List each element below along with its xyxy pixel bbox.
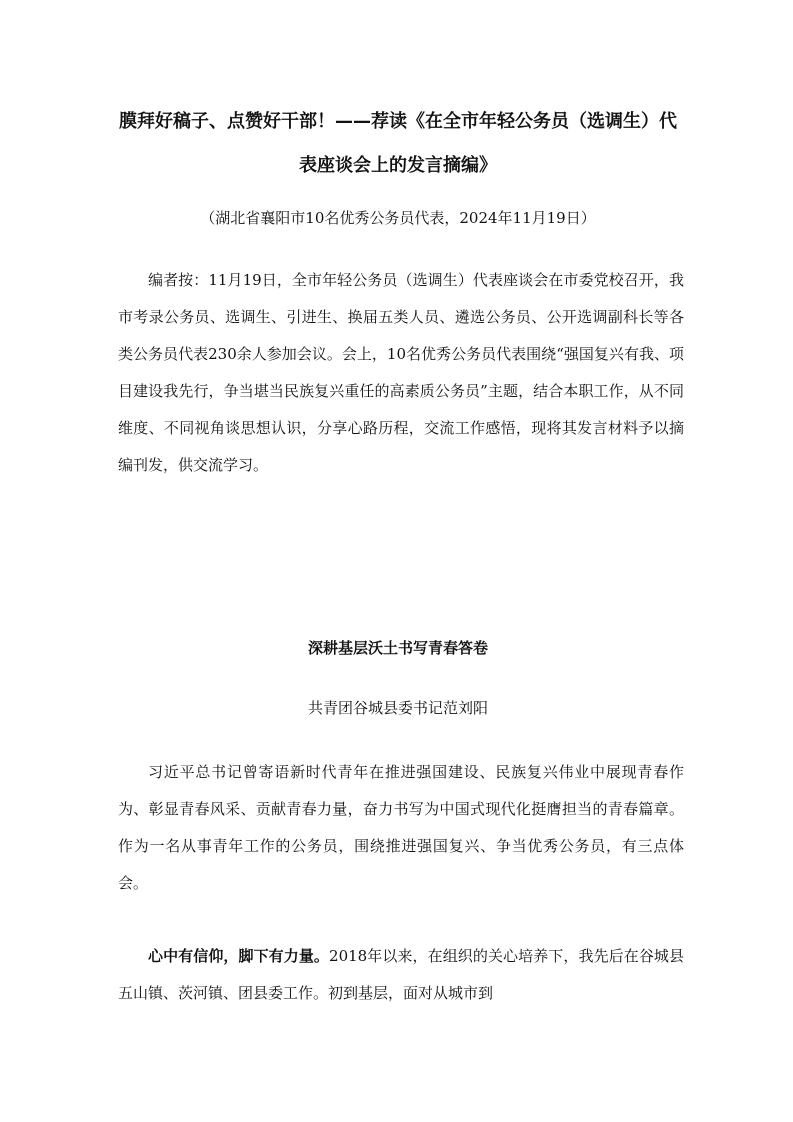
document-title: 膜拜好稿子、点赞好干部！——荐读《在全市年轻公务员（选调生）代表座谈会上的发言摘编》 bbox=[119, 111, 677, 176]
point-one-lead: 心中有信仰，脚下有力量。 bbox=[148, 947, 330, 965]
section-author: 共青团谷城县委书记范刘阳 bbox=[307, 699, 488, 717]
editor-note: 编者按：11月19日，全市年轻公务员（选调生）代表座谈会在市委党校召开，我市考录公务员、选调生、引进生、换届五类人员、遴选公务员、公开选调副科长等各类公务员代表230余人参加会议。会上，10名优秀公务员代表围绕“强国复兴有我、项目建设我先行，争当堪当民族复兴重任的高素质公务员”主题，结合本职工作，从不同维度、不同视角谈思想认识，分享心路历程，交流工作感悟，现将其发言材料予以摘编刊发，供交流学习。 bbox=[118, 271, 684, 474]
section-intro-paragraph: 习近平总书记曾寄语新时代青年在推进强国建设、民族复兴伟业中展现青春作为、彰显青春风采、贡献青春力量，奋力书写为中国式现代化挺膺担当的青春篇章。作为一名从事青年工作的公务员，围绕推进强国复兴、争当优秀公务员，有三点体会。 bbox=[118, 763, 684, 892]
section-title: 深耕基层沃土书写青春答卷 bbox=[307, 639, 488, 657]
point-one-text: 2018年以来，在组织的关心培养下，我先后在谷城县五山镇、茨河镇、团县委工作。初到基层，面对从城市到 bbox=[118, 947, 684, 1002]
document-subtitle: （湖北省襄阳市10名优秀公务员代表，2024年11月19日） bbox=[200, 209, 596, 227]
point-one-paragraph bbox=[118, 938, 684, 1012]
